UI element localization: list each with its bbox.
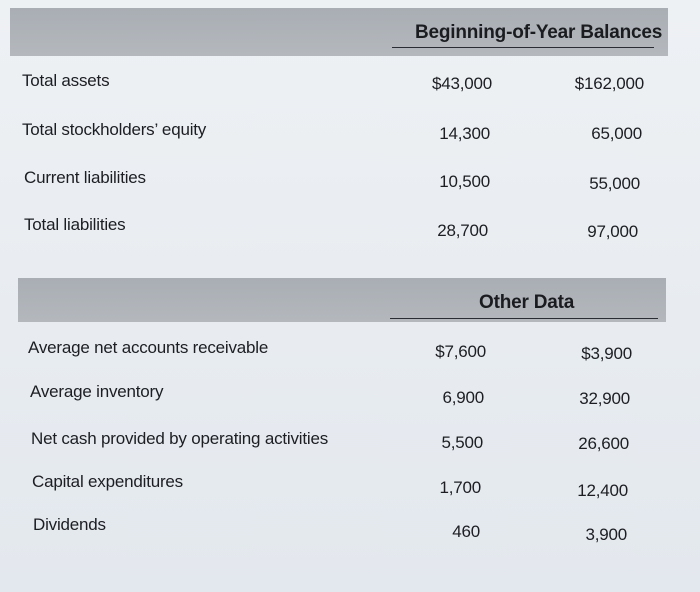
row-dividends-label: Dividends	[33, 515, 106, 534]
row-average-net-accounts-receivable-label: Average net accounts receivable	[28, 338, 269, 357]
row-average-net-accounts-receivable-col1: $7,600	[435, 342, 486, 361]
row-current-liabilities-col1: 10,500	[439, 172, 490, 191]
row-current-liabilities-col2: 55,000	[589, 174, 640, 193]
row-total-stockholders-equity-col2: 65,000	[591, 124, 642, 143]
row-total-liabilities-col1: 28,700	[437, 221, 488, 240]
row-total-liabilities-col2: 97,000	[587, 222, 638, 241]
other-data-heading-underline	[390, 318, 658, 319]
row-net-cash-operating-label: Net cash provided by operating activities	[31, 429, 329, 448]
row-capital-expenditures-col1: 1,700	[439, 478, 481, 497]
row-average-net-accounts-receivable-col2: $3,900	[581, 344, 632, 363]
row-capital-expenditures-label: Capital expenditures	[32, 472, 183, 491]
row-total-assets-col1: $43,000	[431, 74, 492, 93]
row-average-inventory-col2: 32,900	[579, 389, 630, 408]
row-total-assets-label: Total assets	[22, 71, 110, 90]
balances-heading: Beginning-of-Year Balances	[415, 22, 663, 43]
row-total-assets-col2: $162,000	[574, 74, 644, 93]
row-capital-expenditures-col2: 12,400	[577, 481, 628, 500]
row-total-stockholders-equity-col1: 14,300	[439, 124, 490, 143]
row-total-liabilities-label: Total liabilities	[24, 215, 126, 234]
row-net-cash-operating-col1: 5,500	[441, 433, 483, 452]
row-average-inventory-label: Average inventory	[30, 382, 164, 401]
balances-heading-underline	[392, 47, 654, 48]
row-total-stockholders-equity-label: Total stockholders’ equity	[22, 120, 207, 139]
row-dividends-col2: 3,900	[585, 525, 627, 544]
row-current-liabilities-label: Current liabilities	[24, 168, 146, 187]
row-net-cash-operating-col2: 26,600	[578, 434, 629, 453]
row-average-inventory-col1: 6,900	[442, 388, 484, 407]
row-dividends-col1: 460	[452, 522, 480, 541]
other-data-heading: Other Data	[479, 292, 575, 313]
